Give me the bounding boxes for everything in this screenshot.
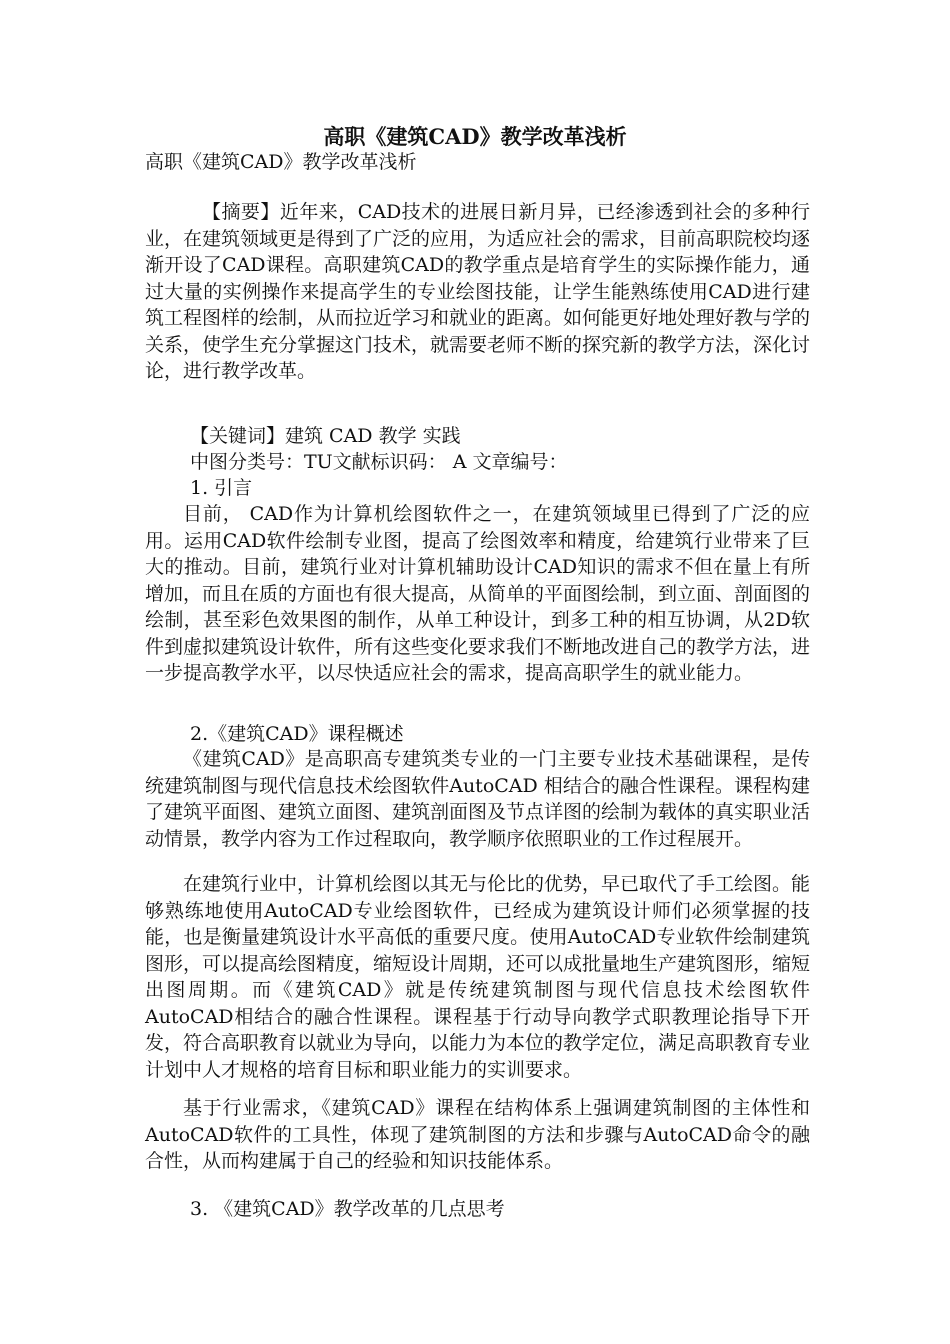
section-1-heading: 1. 引言 [190,477,253,499]
section-2-heading: 2.《建筑CAD》课程概述 [190,723,404,745]
document-subtitle: 高职《建筑CAD》教学改革浅析 [145,151,417,173]
classification-line: 中图分类号：TU文献标识码： A 文章编号： [190,451,568,473]
abstract-paragraph: 【摘要】近年来，CAD技术的进展日新月异，已经渗透到社会的多种行业，在建筑领域更是得到了广泛的应用，为适应社会的需求，目前高职院校均逐渐开设了CAD课程。高职建筑CAD的教学重点是培育学生的实际操作能力，通过大量的实例操作来提高学生的专业绘图技能，让学生能熟练使用CAD进行建筑工程图样的绘制，从而拉近学习和就业的距离。如何能更好地处理好教与学的关系，使学生充分掌握这门技术，就需要老师不断的探究新的教学方法，深化讨论，进行教学改革。 [145,201,811,382]
section-2-paragraph-2: 在建筑行业中，计算机绘图以其无与伦比的优势，早已取代了手工绘图。能够熟练地使用AutoCAD专业绘图软件，已经成为建筑设计师们必须掌握的技能，也是衡量建筑设计水平高低的重要尺度。使用AutoCAD专业软件绘制建筑图形，可以提高绘图精度，缩短设计周期，还可以成批量地生产建筑图形，缩短出图周期。而《建筑CAD》就是传统建筑制图与现代信息技术绘图软件AutoCAD相结合的融合性课程。课程基于行动导向教学式职教理论指导下开发，符合高职教育以就业为导向，以能力为本位的教学定位，满足高职教育专业计划中人才规格的培育目标和职业能力的实训要求。 [145,873,811,1081]
section-3-heading: 3. 《建筑CAD》教学改革的几点思考 [190,1198,505,1220]
section-2-paragraph-1: 《建筑CAD》是高职高专建筑类专业的一门主要专业技术基础课程，是传统建筑制图与现代信息技术绘图软件AutoCAD 相结合的融合性课程。课程构建了建筑平面图、建筑立面图、建筑剖面图及节点详图的绘制为载体的真实职业活动情景，教学内容为工作过程取向，教学顺序依照职业的工作过程展开。 [145,748,811,850]
section-2-paragraph-3: 基于行业需求，《建筑CAD》课程在结构体系上强调建筑制图的主体性和AutoCAD软件的工具性，体现了建筑制图的方法和步骤与AutoCAD命令的融合性，从而构建属于自己的经验和知识技能体系。 [145,1097,810,1172]
document-title: 高职《建筑CAD》教学改革浅析 [323,124,627,149]
keywords-line: 【关键词】建筑 CAD 教学 实践 [190,425,461,447]
section-1-paragraph-1: 目前， CAD作为计算机绘图软件之一，在建筑领域里已得到了广泛的应用。运用CAD软件绘制专业图，提高了绘图效率和精度，给建筑行业带来了巨大的推动。目前，建筑行业对计算机辅助设计CAD知识的需求不但在量上有所增加，而且在质的方面也有很大提高，从简单的平面图绘制，到立面、剖面图的绘制，甚至彩色效果图的制作，从单工种设计，到多工种的相互协调，从2D软件到虚拟建筑设计软件，所有这些变化要求我们不断地改进自己的教学方法，进一步提高教学水平，以尽快适应社会的需求，提高高职学生的就业能力。 [145,503,811,684]
